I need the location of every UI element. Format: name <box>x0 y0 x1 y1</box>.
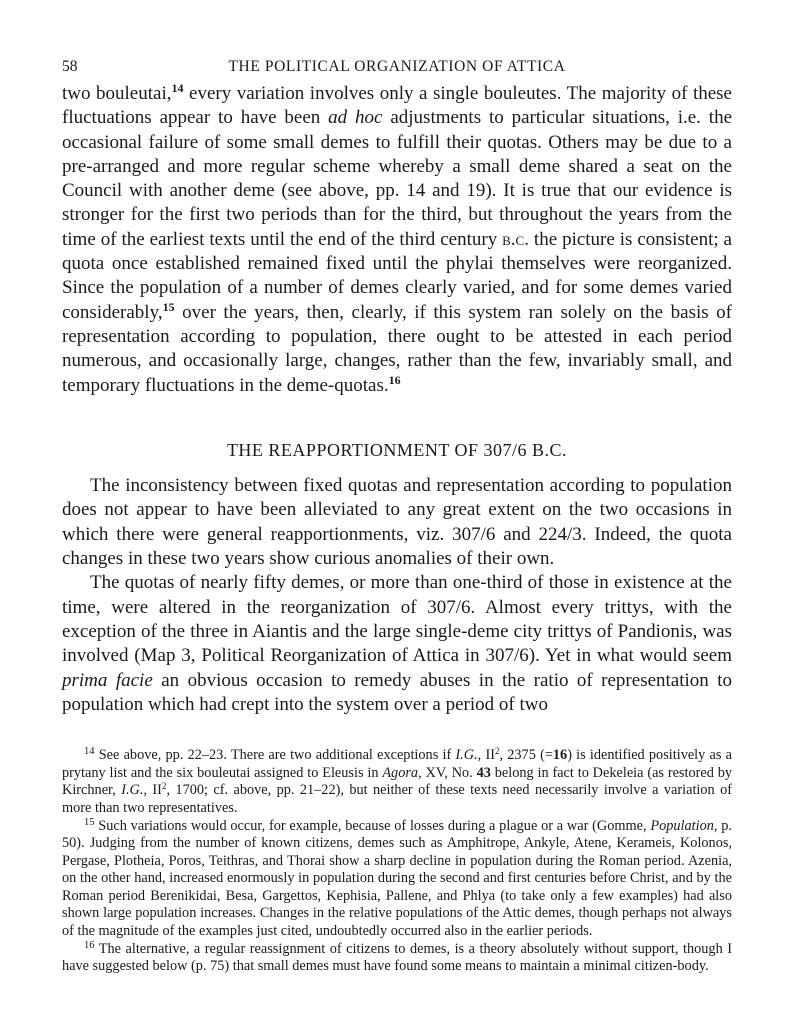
italic-ad-hoc: ad hoc <box>328 107 383 129</box>
paragraph-3 <box>62 571 732 717</box>
text-run: two bouleutai, <box>62 83 172 104</box>
section-heading: THE REAPPORTIONMENT OF 307/6 B.C. <box>226 439 568 460</box>
text-run: The quotas of nearly fifty demes, or more than one-third of those in existence at the time, were altered in the reorganization of 307/6. Almost every trittys, with the exception of the three in Aiantis and the large single-deme city trittys of Pandionis, was involved (Map 3, Political Reorganization of Attica in 307/6). Yet in what would seem <box>62 572 732 667</box>
running-title: THE POLITICAL ORGANIZATION OF ATTICA <box>228 58 566 75</box>
small-caps-bc: b.c. <box>502 228 529 250</box>
footnote-ref-14: 14 <box>171 81 184 95</box>
text-run: belong in fact to Dekeleia (as restored by Kirchner, <box>62 764 733 799</box>
superscript: 2 <box>494 746 500 757</box>
superscript: 2 <box>161 781 167 792</box>
italic-population: Population <box>650 817 714 834</box>
footnote-16 <box>62 941 732 976</box>
text-run: an obvious occasion to remedy abuses in the ratio of representation to population which had crept into the system over a period of two <box>62 669 733 715</box>
footnote-15 <box>62 818 732 941</box>
page <box>62 58 732 976</box>
footnote-number: 15 <box>84 816 95 828</box>
italic-ig: I.G. <box>121 782 144 799</box>
page-number: 58 <box>62 58 78 75</box>
paragraph-2: The inconsistency between fixed quotas and representation according to population does not appear to have been alleviated to any great extent on the two occasions in which there were general reapportionments, viz. 307/6 and 224/3. Indeed, the quota changes in these two years show curious anomalies of their own. <box>62 475 732 570</box>
text-run: , 2375 (= <box>499 747 553 764</box>
text-run: , XV, No. <box>418 764 477 781</box>
text-run: See above, pp. 22–23. There are two additional exceptions if <box>94 747 456 764</box>
text-run: adjustments to particular situations, i.e. the occasional failure of some small demes to fulfill their quotas. Others may be due to a pre-arranged and more regular scheme whereby a small deme shared a seat on the Council with another deme (see above, pp. 14 and 19). It is true that our evidence is stronger for the first two periods than for the third, but throughout the years from the time of the earliest texts until the end of the third century <box>62 107 732 250</box>
bold-number: 16 <box>552 747 568 764</box>
text-run: The alternative, a regular reassignment of citizens to demes, is a theory absolutely without support, though I have suggested below (p. 75) that small demes must have found some means to maintain a minimal citizen-body. <box>62 940 732 975</box>
text-run: over the years, then, clearly, if this system ran solely on the basis of representation according to population, there ought to be attested in each period numerous, and occasionally large, changes, rather than the few, invariably small, and temporary fluctuations in the deme-quotas. <box>62 301 732 396</box>
bold-number: 43 <box>476 764 491 781</box>
main-text <box>62 82 732 717</box>
footnote-ref-15: 15 <box>162 299 175 314</box>
text-run: , II <box>143 782 162 799</box>
text-run: , p. 50). Judging from the number of known citizens, demes such as Amphitrope, Ankyle, Atene, Kerameis, Kolonos, Pergase, Plotheia, Poros, Teithras, and Thorai show a sharp decline in population during the Roman period. Azenia, on the other hand, increased enormously in population during the second and first centuries before Christ, and by the Roman period Berenikidai, Besa, Gargettos, Kephisia, Pallene, and Phlya (to take only a few examples) had also shown large population increases. Changes in the relative populations of the Attic demes, though perhaps not always of the magnitude of the examples just cited, undoubtedly occurred also in the earlier periods. <box>62 817 732 940</box>
footnote-number: 16 <box>84 939 95 951</box>
footnote-ref-16: 16 <box>388 372 401 387</box>
text-run: ) is identified positively as a prytany list and the six bouleutai assigned to Eleusis in <box>62 747 732 781</box>
text-run: , II <box>477 747 495 764</box>
paragraph-1 <box>62 82 732 398</box>
text-run: Such variations would occur, for example, because of losses during a plague or a war (Gomme, <box>94 817 651 834</box>
italic-ig: I.G. <box>455 747 478 764</box>
footnote-number: 14 <box>84 746 95 758</box>
running-header <box>62 58 732 82</box>
text-run: the picture is consistent; a quota once established remained fixed until the phylai themselves were reorganized. Since the population of a number of demes clearly varied, and for some demes varied considerably, <box>62 228 732 323</box>
text-run: every variation involves only a single bouleutes. The majority of these fluctuations appear to have been <box>62 83 732 129</box>
footnote-14 <box>62 747 732 817</box>
footnotes <box>62 747 732 976</box>
italic-agora: Agora <box>382 764 419 781</box>
italic-prima-facie: prima facie <box>62 669 153 691</box>
text-run: , 1700; cf. above, pp. 21–22), but neither of these texts need necessarily involve a variation of more than two representatives. <box>62 782 733 816</box>
